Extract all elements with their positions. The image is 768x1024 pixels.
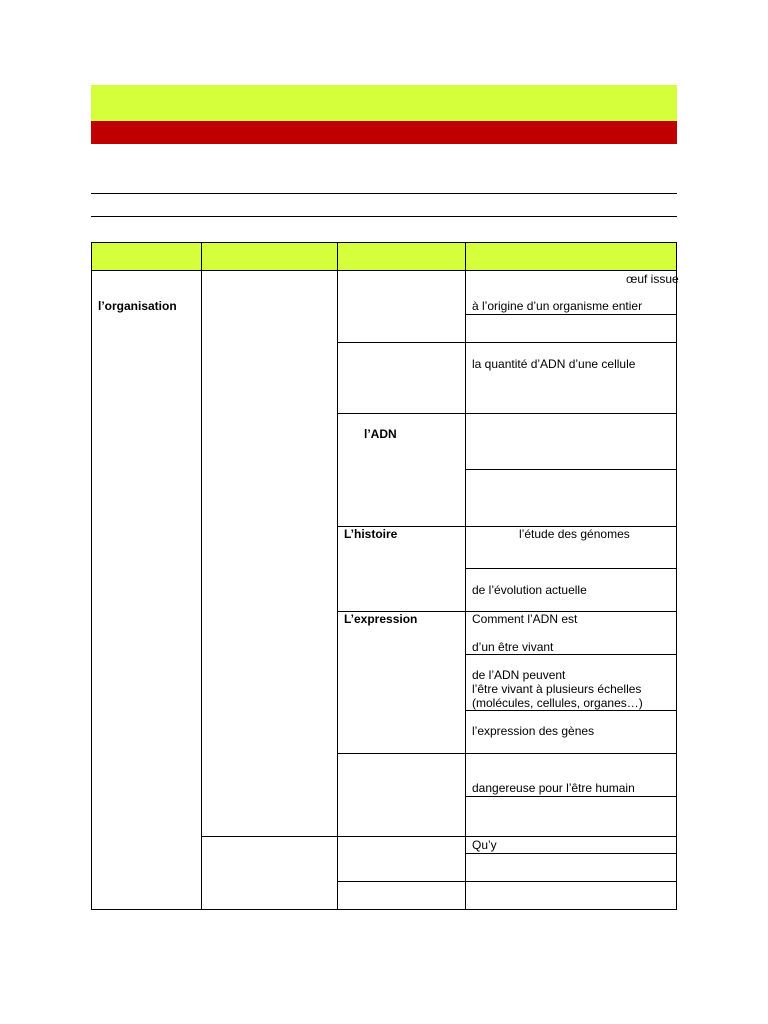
table-cell-col4 bbox=[465, 853, 677, 882]
cell-text: de l’ADN peuvent bbox=[472, 668, 566, 682]
table-cell-col3 bbox=[337, 753, 466, 837]
divider-line bbox=[91, 216, 677, 217]
table-cell-col3 bbox=[337, 342, 466, 414]
cell-text: (molécules, cellules, organes…) bbox=[472, 696, 643, 710]
cell-text: Qu’y bbox=[472, 838, 497, 852]
row-label-adn: l’ADN bbox=[364, 427, 397, 441]
table-cell-col3 bbox=[337, 270, 466, 343]
table-header-cell bbox=[201, 242, 338, 271]
row-label-expression: L’expression bbox=[344, 612, 418, 626]
cell-text: l’étude des génomes bbox=[519, 527, 630, 541]
table-cell-col3 bbox=[337, 836, 466, 882]
table-cell-col4 bbox=[465, 836, 677, 854]
table-cell-col3 bbox=[337, 413, 466, 527]
table-cell-col4 bbox=[465, 314, 677, 343]
table-cell-col3 bbox=[337, 611, 466, 754]
cell-text: l’expression des gènes bbox=[472, 724, 595, 738]
divider-line bbox=[91, 193, 677, 194]
title-band-red bbox=[91, 121, 677, 144]
cell-text: de l’évolution actuelle bbox=[472, 583, 587, 597]
table-cell-col4 bbox=[465, 881, 677, 910]
cell-text: la quantité d’ADN d’une cellule bbox=[472, 357, 636, 371]
cell-text: d’un être vivant bbox=[472, 640, 554, 654]
table-cell-col1 bbox=[91, 270, 202, 910]
table-cell-col2 bbox=[201, 270, 338, 837]
table-header-cell bbox=[465, 242, 677, 271]
table-header-cell bbox=[337, 242, 466, 271]
cell-text: œuf issue bbox=[626, 272, 679, 286]
table-cell-col4 bbox=[465, 469, 677, 527]
row-label-histoire: L’histoire bbox=[344, 527, 398, 541]
row-label-organisation: l’organisation bbox=[98, 299, 177, 313]
content-table bbox=[91, 242, 677, 910]
cell-text: l’être vivant à plusieurs échelles bbox=[472, 682, 642, 696]
cell-text: Comment l’ADN est bbox=[472, 612, 578, 626]
cell-text: dangereuse pour l’être humain bbox=[472, 781, 635, 795]
table-cell-col2 bbox=[201, 836, 338, 910]
title-band-green bbox=[91, 85, 677, 121]
table-cell-col4 bbox=[465, 342, 677, 414]
table-cell-col4 bbox=[465, 796, 677, 837]
table-cell-col3 bbox=[337, 881, 466, 910]
cell-text: à l’origine d’un organisme entier bbox=[472, 299, 643, 313]
table-header-cell bbox=[91, 242, 202, 271]
table-cell-col4 bbox=[465, 413, 677, 470]
